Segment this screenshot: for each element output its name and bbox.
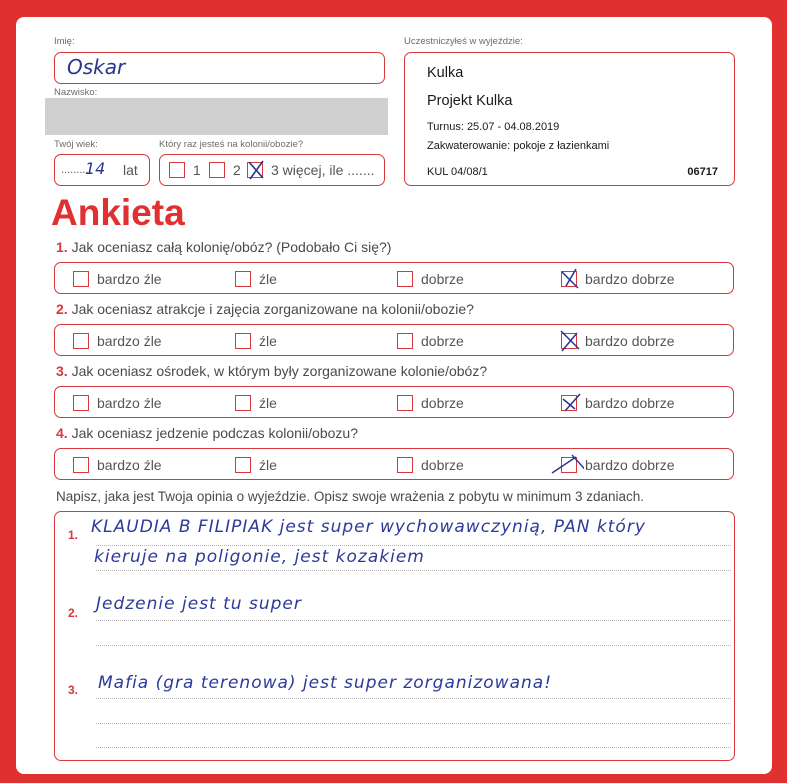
times-field bbox=[159, 154, 385, 186]
checkbox[interactable] bbox=[73, 395, 89, 411]
question-1 bbox=[56, 239, 391, 255]
question-3 bbox=[56, 363, 487, 379]
option-label: bardzo źle bbox=[97, 457, 162, 473]
answer-2-line-1: Jedzenie jest tu super bbox=[96, 594, 302, 614]
rating-option[interactable] bbox=[235, 457, 277, 473]
checkmark-cross-icon bbox=[540, 453, 584, 477]
checkmark-cross-icon bbox=[558, 329, 582, 353]
checkbox-checked[interactable] bbox=[561, 395, 577, 411]
question-number: 2. bbox=[56, 301, 68, 317]
checkbox[interactable] bbox=[235, 271, 251, 287]
question-text: Jak oceniasz jedzenie podczas kolonii/obozu? bbox=[71, 425, 358, 441]
checkbox[interactable] bbox=[397, 333, 413, 349]
checkmark-cross-icon bbox=[558, 267, 582, 291]
rating-option[interactable] bbox=[397, 333, 464, 349]
checkbox[interactable] bbox=[397, 395, 413, 411]
rating-option-selected[interactable] bbox=[561, 333, 675, 349]
trip-turnus: Turnus: 25.07 - 04.08.2019 bbox=[427, 121, 560, 133]
checkbox[interactable] bbox=[73, 333, 89, 349]
answer-number: 2. bbox=[68, 606, 79, 620]
answer-1-line-1: KLAUDIA B FILIPIAK jest super wychowawczynią, PAN który bbox=[91, 517, 646, 537]
ruled-line bbox=[96, 645, 731, 646]
option-label: dobrze bbox=[421, 333, 464, 349]
age-unit: lat bbox=[123, 162, 138, 178]
age-label: Twój wiek: bbox=[54, 139, 98, 150]
checkbox[interactable] bbox=[235, 333, 251, 349]
rating-option[interactable] bbox=[73, 271, 162, 287]
option-label: bardzo dobrze bbox=[585, 271, 675, 287]
rating-option[interactable] bbox=[235, 395, 277, 411]
checkmark-cross-icon bbox=[244, 158, 268, 182]
trip-line-1: Kulka bbox=[427, 65, 464, 81]
checkmark-cross-icon bbox=[558, 391, 582, 415]
answer-number: 1. bbox=[68, 528, 79, 542]
question-2 bbox=[56, 301, 474, 317]
checkbox[interactable] bbox=[169, 162, 185, 178]
ruled-line bbox=[96, 570, 731, 571]
option-label: dobrze bbox=[421, 457, 464, 473]
survey-sheet bbox=[16, 17, 772, 774]
option-label: źle bbox=[259, 271, 277, 287]
question-number: 1. bbox=[56, 239, 68, 255]
times-option-3[interactable] bbox=[247, 162, 374, 178]
rating-row-1 bbox=[54, 262, 734, 294]
surname-redacted bbox=[45, 98, 388, 135]
option-label: źle bbox=[259, 333, 277, 349]
name-label: Imię: bbox=[54, 36, 75, 47]
age-dots: .......... bbox=[61, 164, 92, 176]
rating-option[interactable] bbox=[73, 395, 162, 411]
age-value: 14 bbox=[85, 159, 106, 178]
ruled-line bbox=[96, 620, 731, 621]
rating-option[interactable] bbox=[73, 457, 162, 473]
checkbox-checked[interactable] bbox=[561, 271, 577, 287]
checkbox[interactable] bbox=[397, 457, 413, 473]
rating-option[interactable] bbox=[397, 457, 464, 473]
checkbox[interactable] bbox=[235, 457, 251, 473]
rating-option-selected[interactable] bbox=[561, 395, 675, 411]
ruled-line bbox=[96, 723, 731, 724]
option-label: źle bbox=[259, 457, 277, 473]
answer-1-line-2: kieruje na poligonie, jest kozakiem bbox=[94, 547, 425, 567]
answer-number: 3. bbox=[68, 683, 79, 697]
checkbox-checked[interactable] bbox=[561, 457, 577, 473]
rating-option[interactable] bbox=[235, 333, 277, 349]
opinion-prompt: Napisz, jaka jest Twoja opinia o wyjeździe. Opisz swoje wrażenia z pobytu w minimum 3 zdaniach. bbox=[56, 489, 645, 504]
checkbox[interactable] bbox=[397, 271, 413, 287]
checkbox-checked[interactable] bbox=[561, 333, 577, 349]
option-label: bardzo dobrze bbox=[585, 457, 675, 473]
checkbox-checked[interactable] bbox=[247, 162, 263, 178]
trip-accommodation: Zakwaterowanie: pokoje z łazienkami bbox=[427, 140, 610, 152]
times-option-1[interactable] bbox=[169, 162, 201, 178]
rating-option[interactable] bbox=[73, 333, 162, 349]
option-label: dobrze bbox=[421, 271, 464, 287]
rating-option[interactable] bbox=[397, 395, 464, 411]
surname-label: Nazwisko: bbox=[54, 87, 98, 98]
rating-option-selected[interactable] bbox=[561, 271, 675, 287]
age-field[interactable] bbox=[54, 154, 150, 186]
option-label: bardzo źle bbox=[97, 395, 162, 411]
option-label: źle bbox=[259, 395, 277, 411]
rating-row-2 bbox=[54, 324, 734, 356]
name-value: Oskar bbox=[67, 55, 126, 79]
question-4 bbox=[56, 425, 358, 441]
rating-option[interactable] bbox=[397, 271, 464, 287]
option-label: bardzo źle bbox=[97, 333, 162, 349]
times-option-label: 3 więcej, ile ....... bbox=[271, 162, 375, 178]
ruled-line bbox=[96, 747, 731, 748]
ruled-line bbox=[96, 545, 731, 546]
times-option-2[interactable] bbox=[209, 162, 241, 178]
trip-number: 06717 bbox=[687, 166, 718, 178]
checkbox[interactable] bbox=[235, 395, 251, 411]
trip-info-box bbox=[404, 52, 735, 186]
checkbox[interactable] bbox=[73, 457, 89, 473]
question-number: 4. bbox=[56, 425, 68, 441]
question-number: 3. bbox=[56, 363, 68, 379]
participant-label: Uczestniczyłeś w wyjeździe: bbox=[404, 36, 523, 47]
option-label: bardzo dobrze bbox=[585, 395, 675, 411]
page-title: Ankieta bbox=[51, 192, 185, 233]
rating-row-3 bbox=[54, 386, 734, 418]
rating-option[interactable] bbox=[235, 271, 277, 287]
checkbox[interactable] bbox=[209, 162, 225, 178]
name-field[interactable] bbox=[54, 52, 385, 84]
times-label: Który raz jesteś na kolonii/obozie? bbox=[159, 139, 304, 150]
times-option-label: 2 bbox=[233, 162, 241, 178]
answer-3-line-1: Mafia (gra terenowa) jest super zorganizowana! bbox=[98, 673, 553, 693]
ruled-line bbox=[96, 698, 731, 699]
checkbox[interactable] bbox=[73, 271, 89, 287]
question-text: Jak oceniasz ośrodek, w którym były zorganizowane kolonie/obóz? bbox=[71, 363, 488, 379]
question-text: Jak oceniasz całą kolonię/obóz? (Podobało Ci się?) bbox=[71, 239, 392, 255]
question-text: Jak oceniasz atrakcje i zajęcia zorganizowane na kolonii/obozie? bbox=[71, 301, 474, 317]
option-label: dobrze bbox=[421, 395, 464, 411]
trip-line-2: Projekt Kulka bbox=[427, 93, 513, 109]
option-label: bardzo dobrze bbox=[585, 333, 675, 349]
option-label: bardzo źle bbox=[97, 271, 162, 287]
trip-code: KUL 04/08/1 bbox=[427, 166, 488, 178]
rating-row-4 bbox=[54, 448, 734, 480]
times-option-label: 1 bbox=[193, 162, 201, 178]
rating-option-selected[interactable] bbox=[561, 457, 675, 473]
